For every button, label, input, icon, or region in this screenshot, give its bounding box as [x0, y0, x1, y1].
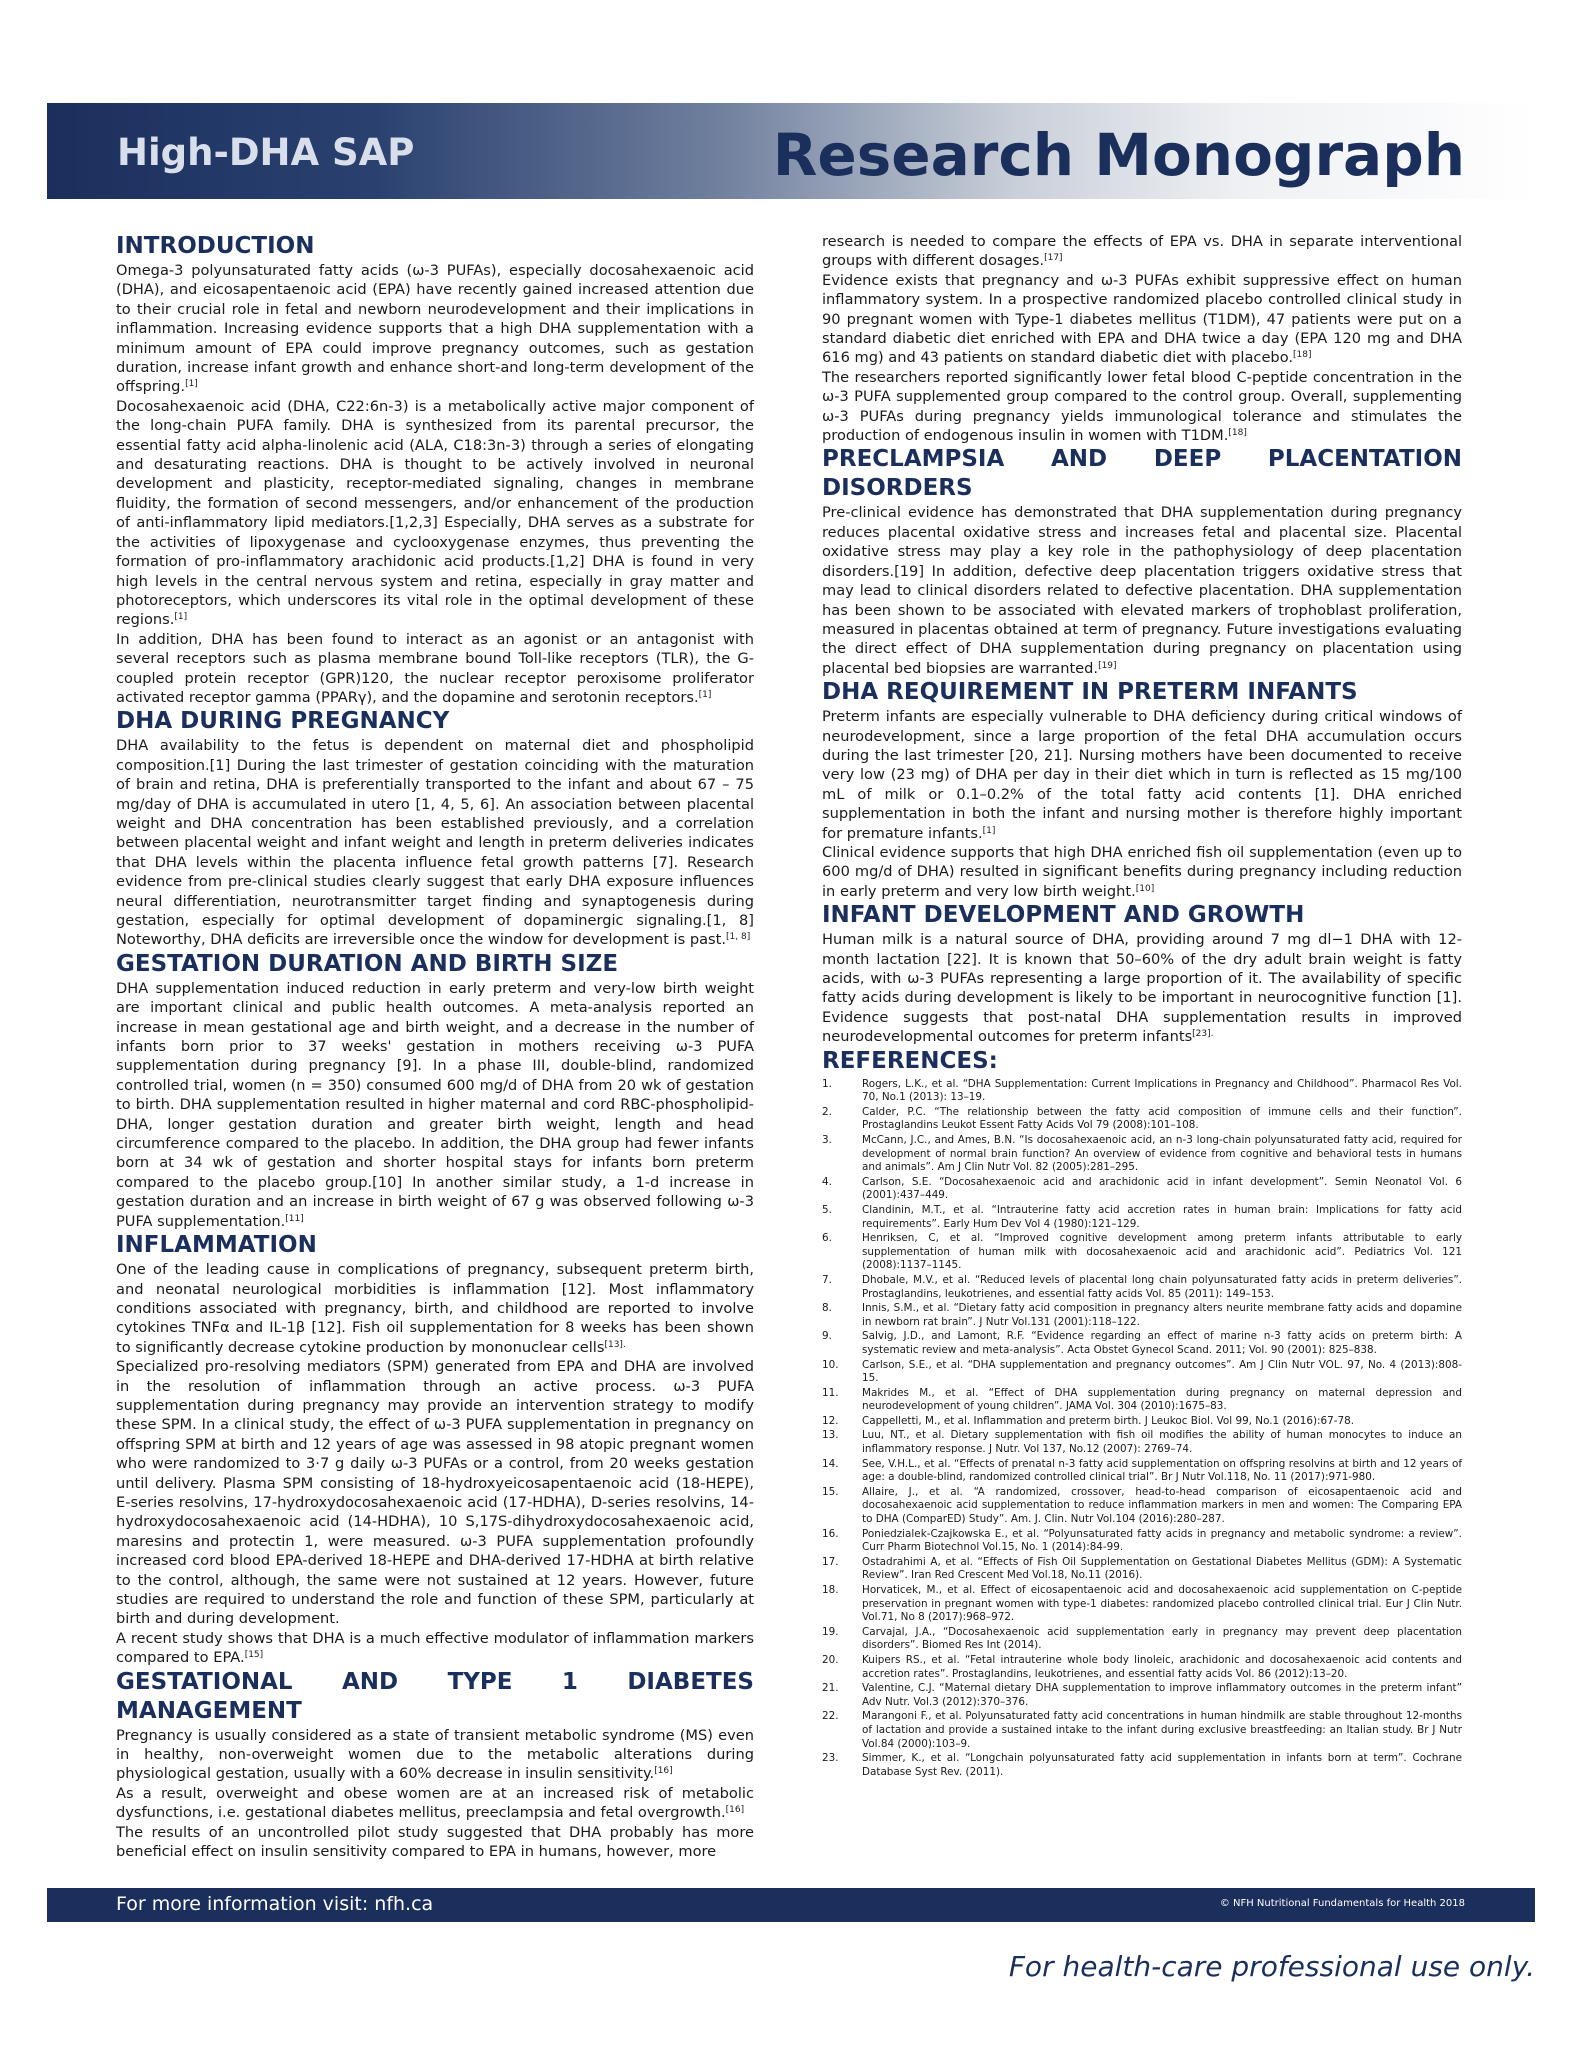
reference-item: [822, 1176, 1462, 1203]
reference-number: 1.: [822, 1077, 832, 1090]
reference-item: [822, 1359, 1462, 1386]
paragraph-text: Clinical evidence supports that high DHA enriched fish oil supplementation (even up to 600 mg/d of DHA) resulted in significant benefits during pregnancy including reduction in early preterm and very low birth weight.: [822, 843, 1462, 900]
reference-number: 20.: [822, 1653, 839, 1666]
reference-number: 12.: [822, 1414, 839, 1427]
paragraph-text: The results of an uncontrolled pilot study suggested that DHA probably has more beneficial effect on insulin sensitivity compared to EPA in humans, however, more: [116, 1823, 754, 1861]
body-paragraph: [116, 1357, 754, 1629]
citation-marker: [1]: [185, 379, 198, 390]
reference-text: Rogers, L.K., et al. “DHA Supplementation: Current Implications in Pregnancy and Childhood”. Pharmacol Res Vol. 70, No.1 (2013): 13–19.: [862, 1077, 1462, 1104]
citation-marker: [13].: [604, 1339, 626, 1350]
section-heading: [116, 950, 754, 979]
body-paragraph: [822, 930, 1462, 1046]
paragraph-text: REFERENCES:: [822, 1047, 998, 1074]
reference-text: Salvig, J.D., and Lamont, R.F. “Evidence regarding an effect of marine n-3 fatty acids on preterm birth: A systematic review and meta-analysis”. Acta Obstet Gynecol Scand. 2011; Vol. 90 (2001): 825–838.: [862, 1330, 1462, 1356]
reference-text: Henriksen, C, et al. “Improved cognitive development among preterm infants attributable to early supplementation of human milk with docosahexaenoic acid and arachidonic acid”. Pediatrics Vol. 121 (2008):1137–1145.: [862, 1232, 1462, 1272]
reference-item: [822, 1415, 1462, 1429]
reference-text: See, V.H.L., et al. “Effects of prenatal n-3 fatty acid supplementation on offspring resolvins at birth and 12 years of age: a double-blind, randomized controlled clinical trial”. Br J Nutr Vol.118, No. 11 (2017):971-980.: [862, 1457, 1462, 1484]
paragraph-text: INFANT DEVELOPMENT AND GROWTH: [822, 902, 1305, 929]
body-paragraph: [116, 979, 754, 1231]
reference-item: [822, 1556, 1462, 1583]
reference-text: Poniedzialek-Czajkowska E., et al. “Polyunsaturated fatty acids in pregnancy and metabolic syndrome: a review”. Curr Pharm Biotechnol Vol.15, No. 1 (2014):84-99.: [862, 1527, 1462, 1554]
body-paragraph: [822, 368, 1462, 446]
paragraph-text: DHA availability to the fetus is dependent on maternal diet and phospholipid composition.[1] During the last trimester of gestation coinciding with the maturation of brain and retina, DHA is preferentially transported to the infant and about 67 – 75 mg/day of DHA is accumulated in utero [1, 4, 5, 6]. An association between placental weight and DHA concentration has been established previously, and a correlation between placental weight and infant weight and length in preterm deliveries indicates that DHA levels within the placenta influence fetal growth patterns [7]. Research evidence from pre-clinical studies clearly suggest that early DHA exposure influences neural differentiation, neurotransmitter target finding and synaptogenesis during gestation, especially for optimal development of dopaminergic signaling.[1, 8] Noteworthy, DHA deficits are irreversible once the window for development is past.: [116, 737, 754, 949]
reference-number: 15.: [822, 1485, 839, 1498]
reference-item: [822, 1302, 1462, 1329]
reference-text: McCann, J.C., and Ames, B.N. “Is docosahexaenoic acid, an n-3 long-chain polyunsaturated fatty acid, required for development of normal brain function? An overview of evidence from cognitive and behavioral tests in humans and animals”. Am J Clin Nutr Vol. 82 (2005):281–295.: [862, 1134, 1462, 1174]
paragraph-text: Omega-3 polyunsaturated fatty acids (ω-3 PUFAs), especially docosahexaenoic acid (DHA), and eicosapentaenoic acid (EPA) have recently gained increased attention due to their crucial role in fetal and newborn neurodevelopment and their implications in inflammation. Increasing evidence supports that a high DHA supplementation with a minimum amount of EPA could improve pregnancy outcomes, such as gestation duration, increase infant growth and enhance short-and long-term development of the offspring.: [116, 262, 754, 396]
reference-item: [822, 1232, 1462, 1273]
section-heading: [822, 1047, 1462, 1076]
reference-item: [822, 1710, 1462, 1751]
reference-number: 2.: [822, 1105, 832, 1118]
footer-website-link[interactable]: For more information visit: nfh.ca: [116, 1893, 434, 1915]
document-title: Research Monograph: [772, 121, 1465, 189]
reference-number: 23.: [822, 1752, 839, 1765]
citation-marker: [18]: [1293, 350, 1312, 361]
citation-marker: [15]: [244, 1650, 264, 1661]
section-heading: [116, 1231, 754, 1260]
reference-item: [822, 1429, 1462, 1456]
body-paragraph: [116, 736, 754, 949]
reference-text: Makrides M., et al. “Effect of DHA supplementation during pregnancy on maternal depression and neurodevelopment of young children”. JAMA Vol. 304 (2010):1675–83.: [862, 1386, 1462, 1413]
reference-text: Cappelletti, M., et al. Inflammation and preterm birth. J Leukoc Biol. Vol 99, No.1 (2016):67-78.: [862, 1414, 1355, 1427]
section-heading: [822, 678, 1462, 707]
reference-text: Carlson, S.E., et al. “DHA supplementation and pregnancy outcomes”. Am J Clin Nutr VOL. 97, No. 4 (2013):808-15.: [862, 1358, 1462, 1385]
reference-number: 5.: [822, 1203, 832, 1216]
body-paragraph: [116, 1726, 754, 1784]
reference-number: 7.: [822, 1273, 832, 1286]
reference-number: 16.: [822, 1527, 839, 1540]
body-paragraph: [822, 843, 1462, 901]
reference-text: Dhobale, M.V., et al. “Reduced levels of placental long chain polyunsaturated fatty acids in preterm deliveries”. Prostaglandins, leukotrienes, and essential fatty acids Vol. 85 (2011): 149–153.: [862, 1273, 1462, 1300]
body-paragraph: [116, 1823, 754, 1862]
reference-item: [822, 1584, 1462, 1625]
citation-marker: [18]: [1228, 428, 1247, 439]
reference-item: [822, 1654, 1462, 1681]
reference-text: Innis, S.M., et al. “Dietary fatty acid composition in pregnancy alters neurite membrane fatty acids and dopamine in newborn rat brain”. J Nutr Vol.131 (2001):118–122.: [862, 1302, 1462, 1328]
paragraph-text: Pregnancy is usually considered as a state of transient metabolic syndrome (MS) even in healthy, non-overweight women due to the metabolic alterations during physiological gestation, usually with a 60% decrease in insulin sensitivity.: [116, 1726, 754, 1783]
reference-item: [822, 1682, 1462, 1709]
section-heading: [822, 445, 1462, 503]
reference-text: Clandinin, M.T., et al. “Intrauterine fatty acid accretion rates in human brain: Implications for fatty acid requirements”. Early Hum Dev Vol 4 (1980):121–129.: [862, 1203, 1462, 1230]
reference-text: Kuipers RS., et al. “Fetal intrauterine whole body linoleic, arachidonic and docosahexaenoic acid contents and accretion rates”. Prostaglandins, leukotrienes, and essential fatty acids Vol. 86 (2012):13–20.: [862, 1653, 1462, 1680]
paragraph-text: The researchers reported significantly lower fetal blood C-peptide concentration in the ω-3 PUFA supplemented group compared to the control group. Overall, supplementing ω-3 PUFAs during pregnancy yields immunological tolerance and stimulates the production of endogenous insulin in women with T1DM.: [822, 368, 1462, 445]
reference-item: [822, 1387, 1462, 1414]
reference-number: 8.: [822, 1302, 832, 1315]
paragraph-text: DHA DURING PREGNANCY: [116, 708, 450, 735]
paragraph-text: Docosahexaenoic acid (DHA, C22:6n-3) is a metabolically active major component of the long-chain PUFA family. DHA is synthesized from its parental precursor, the essential fatty acid alpha-linolenic acid (ALA, C18:3n-3) through a series of elongating and desaturating reactions. DHA is thought to be actively involved in neuronal development and plasticity, receptor-mediated signaling, changes in membrane fluidity, the formation of second messengers, and/or enhancement of the production of anti-inflammatory lipid mediators.[1,2,3] Especially, DHA serves as a substrate for the activities of lipoxygenase and cyclooxygenase enzymes, thus preventing the formation of pro-inflammatory arachidonic acid products.[1,2] DHA is found in very high levels in the central nervous system and retina, especially in gray matter and photoreceptors, which underscores its vital role in the optimal development of these regions.: [116, 397, 754, 629]
paragraph-text: A recent study shows that DHA is a much effective modulator of inflammation markers compared to EPA.: [116, 1629, 754, 1667]
citation-marker: [19]: [1098, 660, 1117, 671]
reference-item: [822, 1486, 1462, 1527]
right-column: [822, 232, 1462, 1780]
reference-text: Simmer, K., et al. “Longchain polyunsaturated fatty acid supplementation in infants born at term”. Cochrane Database Syst Rev. (2011).: [862, 1752, 1462, 1778]
reference-item: [822, 1204, 1462, 1231]
reference-number: 21.: [822, 1682, 839, 1695]
citation-marker: [1]: [982, 825, 996, 836]
section-heading: [116, 1668, 754, 1726]
reference-number: 11.: [822, 1386, 839, 1399]
citation-marker: [1, 8]: [726, 932, 751, 943]
reference-text: Carlson, S.E. “Docosahexaenoic acid and arachidonic acid in infant development”. Semin Neonatol Vol. 6 (2001):437–449.: [862, 1175, 1462, 1202]
section-heading: [116, 232, 754, 261]
reference-number: 17.: [822, 1555, 839, 1568]
product-title: High-DHA SAP: [117, 131, 415, 174]
section-heading: [116, 707, 754, 736]
reference-text: Horvaticek, M., et al. Effect of eicosapentaenoic acid and docosahexaenoic acid supplementation on C-peptide preservation in pregnant women with type-1 diabetes: randomized placebo controlled clinical trial. Eur J Clin Nutr. Vol.71, No 8 (2017):968–972.: [862, 1584, 1462, 1624]
paragraph-text: Specialized pro-resolving mediators (SPM) generated from EPA and DHA are involved in the resolution of inflammation through an active process. ω-3 PUFA supplementation during pregnancy may provide an intervention strategy to modify these SPM. In a clinical study, the effect of ω-3 PUFA supplementation in pregnancy on offspring SPM at birth and 12 years of age was assessed in 98 atopic pregnant women who were randomized to 3·7 g daily ω-3 PUFAs or a control, from 20 weeks gestation until delivery. Plasma SPM consisting of 18-hydroxyeicosapentaenoic acid (18-HEPE), E-series resolvins, 17-hydroxydocosahexaenoic acid (17-HDHA), D-series resolvins, 14-hydroxydocosahexaenoic acid (14-HDHA), 10 S,17S-dihydroxydocosahexaenoic acid, maresins and protectin 1, were measured. ω-3 PUFA supplementation profoundly increased cord blood EPA-derived 18-HEPE and DHA-derived 17-HDHA at birth relative to the control, although, the same were not sustained at 12 years. However, future studies are required to understand the role and function of these SPM, particularly at birth and during development.: [116, 1358, 754, 1628]
citation-marker: [11]: [285, 1213, 304, 1224]
body-paragraph: [822, 232, 1462, 271]
reference-text: Ostadrahimi A, et al. “Effects of Fish Oil Supplementation on Gestational Diabetes Mellitus (GDM): A Systematic Review”. Iran Red Crescent Med Vol.18, No.11 (2016).: [862, 1555, 1462, 1582]
reference-number: 13.: [822, 1429, 839, 1442]
citation-marker: [16]: [725, 1805, 745, 1816]
body-paragraph: [116, 1784, 754, 1823]
header-banner: [47, 103, 1535, 199]
citation-marker: [1]: [698, 689, 712, 700]
reference-number: 14.: [822, 1457, 839, 1470]
paragraph-text: Evidence exists that pregnancy and ω-3 PUFAs exhibit suppressive effect on human inflammatory system. In a prospective randomized placebo controlled clinical study in 90 pregnant women with Type-1 diabetes mellitus (T1DM), 47 patients were put on a standard diabetic diet enriched with EPA and DHA twice a day (EPA 120 mg and DHA 616 mg) and 43 patients on standard diabetic diet with placebo.: [822, 271, 1462, 367]
citation-marker: [17]: [1044, 253, 1063, 264]
body-paragraph: [822, 271, 1462, 368]
citation-marker: [10]: [1135, 883, 1155, 894]
reference-text: Marangoni F., et al. Polyunsaturated fatty acid concentrations in human hindmilk are stable throughout 12-months of lactation and provide a sustained intake to the infant during exclusive breastfeeding: an Italian study. Br J Nutr Vol.84 (2000):103–9.: [862, 1710, 1462, 1750]
paragraph-text: GESTATION DURATION AND BIRTH SIZE: [116, 950, 619, 977]
body-paragraph: [822, 707, 1462, 843]
body-paragraph: [116, 1260, 754, 1357]
paragraph-text: Human milk is a natural source of DHA, providing around 7 mg dl−1 DHA with 12-month lactation [22]. It is known that 50–60% of the dry adult brain weight is fatty acids, with ω-3 PUFAs representing a large proportion of it. The availability of specific fatty acids during development is likely to be important in neurocognitive function [1]. Evidence suggests that post-natal DHA supplementation results in improved neurodevelopmental outcomes for preterm infants: [822, 931, 1462, 1046]
reference-text: Carvajal, J.A., “Docosahexaenoic acid supplementation early in pregnancy may prevent deep placentation disorders”. Biomed Res Int (2014).: [862, 1625, 1462, 1652]
reference-text: Allaire, J., et al. “A randomized, crossover, head-to-head comparison of eicosapentaenoic acid and docosahexaenoic acid supplementation to reduce inflammation markers in men and women: The Comparing EPA to DHA (ComparED) Study”. Am. J. Clin. Nutr Vol.104 (2016):280–287.: [862, 1485, 1462, 1526]
reference-number: 18.: [822, 1584, 839, 1596]
reference-item: [822, 1752, 1462, 1779]
references-list: [822, 1078, 1462, 1780]
citation-marker: [16]: [654, 1766, 673, 1777]
paragraph-text: research is needed to compare the effects of EPA vs. DHA in separate interventional groups with different dosages.: [822, 233, 1462, 270]
reference-number: 19.: [822, 1625, 839, 1638]
reference-item: [822, 1134, 1462, 1175]
reference-item: [822, 1274, 1462, 1301]
reference-number: 4.: [822, 1175, 832, 1188]
body-paragraph: [116, 397, 754, 630]
reference-number: 9.: [822, 1330, 832, 1343]
reference-item: [822, 1106, 1462, 1133]
footer-bar: [47, 1888, 1535, 1922]
reference-number: 6.: [822, 1232, 832, 1245]
reference-number: 10.: [822, 1358, 839, 1371]
paragraph-text: INTRODUCTION: [116, 233, 315, 259]
reference-text: Valentine, C.J. “Maternal dietary DHA supplementation to improve inflammatory outcomes in the preterm infant” Adv Nutr. Vol.3 (2012):370–376.: [862, 1682, 1462, 1708]
paragraph-text: Pre-clinical evidence has demonstrated that DHA supplementation during pregnancy reduces placental oxidative stress and increases fetal and placental size. Placental oxidative stress may play a key role in the pathophysiology of deep placentation disorders.[19] In addition, defective deep placentation triggers oxidative stress that may lead to clinical disorders related to defective placentation. DHA supplementation has been shown to be associated with elevated markers of trophoblast proliferation, measured in placentas obtained at term of pregnancy. Future investigations evaluating the direct effect of DHA supplementation during pregnancy on placentation using placental bed biopsies are warranted.: [822, 504, 1462, 677]
paragraph-text: DHA supplementation induced reduction in early preterm and very-low birth weight are important clinical and public health outcomes. A meta-analysis reported an increase in mean gestational age and birth weight, and a decrease in the number of infants born prior to 37 weeks' gestation in mothers receiving ω-3 PUFA supplementation during pregnancy [9]. In a phase III, double-blind, randomized controlled trial, women (n = 350) consumed 600 mg/d of DHA from 20 wk of gestation to birth. DHA supplementation resulted in higher maternal and cord RBC-phospholipid-DHA, longer gestation duration and greater birth weight, length and head circumference compared to the placebo. In addition, the DHA group had fewer infants born at 34 wk of gestation and shorter hospital stays for infants born preterm compared to the placebo group.[10] In another similar study, a 1-d increase in gestation duration and an increase in birth weight of 67 g was observed following ω-3 PUFA supplementation.: [116, 979, 754, 1230]
reference-item: [822, 1330, 1462, 1357]
footer-copyright: © NFH Nutritional Fundamentals for Health 2018: [1219, 1898, 1465, 1909]
reference-item: [822, 1078, 1462, 1105]
paragraph-text: As a result, overweight and obese women are at an increased risk of metabolic dysfunctions, i.e. gestational diabetes mellitus, preeclampsia and fetal overgrowth.: [116, 1784, 754, 1822]
paragraph-text: INFLAMMATION: [116, 1232, 317, 1259]
paragraph-text: One of the leading cause in complications of pregnancy, subsequent preterm birth, and neonatal neurological morbidities is inflammation [12]. Most inflammatory conditions associated with pregnancy, birth, and childhood are reported to involve cytokines TNFα and IL-1β [12]. Fish oil supplementation for 8 weeks has been shown to significantly decrease cytokine production by mononuclear cells: [116, 1261, 754, 1356]
paragraph-text: Preterm infants are especially vulnerable to DHA deficiency during critical windows of neurodevelopment, since a large proportion of the fetal DHA accumulation occurs during the last trimester [20, 21]. Nursing mothers have been documented to receive very low (23 mg) of DHA per day in their diet which in turn is reflected as 15 mg/100 mL of milk or 0.1–0.2% of the total fatty acid contents [1]. DHA enriched supplementation in both the infant and nursing mother is therefore highly important for premature infants.: [822, 708, 1462, 842]
body-paragraph: [116, 1629, 754, 1668]
body-paragraph: [822, 503, 1462, 678]
paragraph-text: PRECLAMPSIA AND DEEP PLACENTATION DISORDERS: [822, 446, 1462, 502]
reference-text: Luu, NT., et al. Dietary supplementation with fish oil modifies the ability of human monocytes to induce an inflammatory response. J Nutr. Vol 137, No.12 (2007): 2769–74.: [862, 1429, 1462, 1456]
citation-marker: [23].: [1192, 1029, 1214, 1040]
body-paragraph: [116, 261, 754, 397]
reference-number: 22.: [822, 1710, 839, 1723]
paragraph-text: GESTATIONAL AND TYPE 1 DIABETES MANAGEMENT: [116, 1668, 754, 1724]
citation-marker: [1]: [174, 612, 188, 623]
paragraph-text: In addition, DHA has been found to interact as an agonist or an antagonist with several receptors such as plasma membrane bound Toll-like receptors (TLR), the G-coupled protein receptor (GPR)120, the nuclear receptor peroxisome proliferator activated receptor gamma (PPARγ), and the dopamine and serotonin receptors.: [116, 630, 754, 706]
section-heading: [822, 901, 1462, 930]
left-column: [116, 232, 754, 1861]
reference-item: [822, 1458, 1462, 1485]
reference-item: [822, 1626, 1462, 1653]
body-paragraph: [116, 630, 754, 708]
reference-text: Calder, P.C. “The relationship between the fatty acid composition of immune cells and their function”. Prostaglandins Leukot Essent Fatty Acids Vol 79 (2008):101–108.: [862, 1105, 1462, 1132]
professional-use-disclaimer: For health-care professional use only.: [1008, 1950, 1535, 1983]
reference-item: [822, 1528, 1462, 1555]
reference-number: 3.: [822, 1134, 832, 1146]
paragraph-text: DHA REQUIREMENT IN PRETERM INFANTS: [822, 679, 1358, 706]
